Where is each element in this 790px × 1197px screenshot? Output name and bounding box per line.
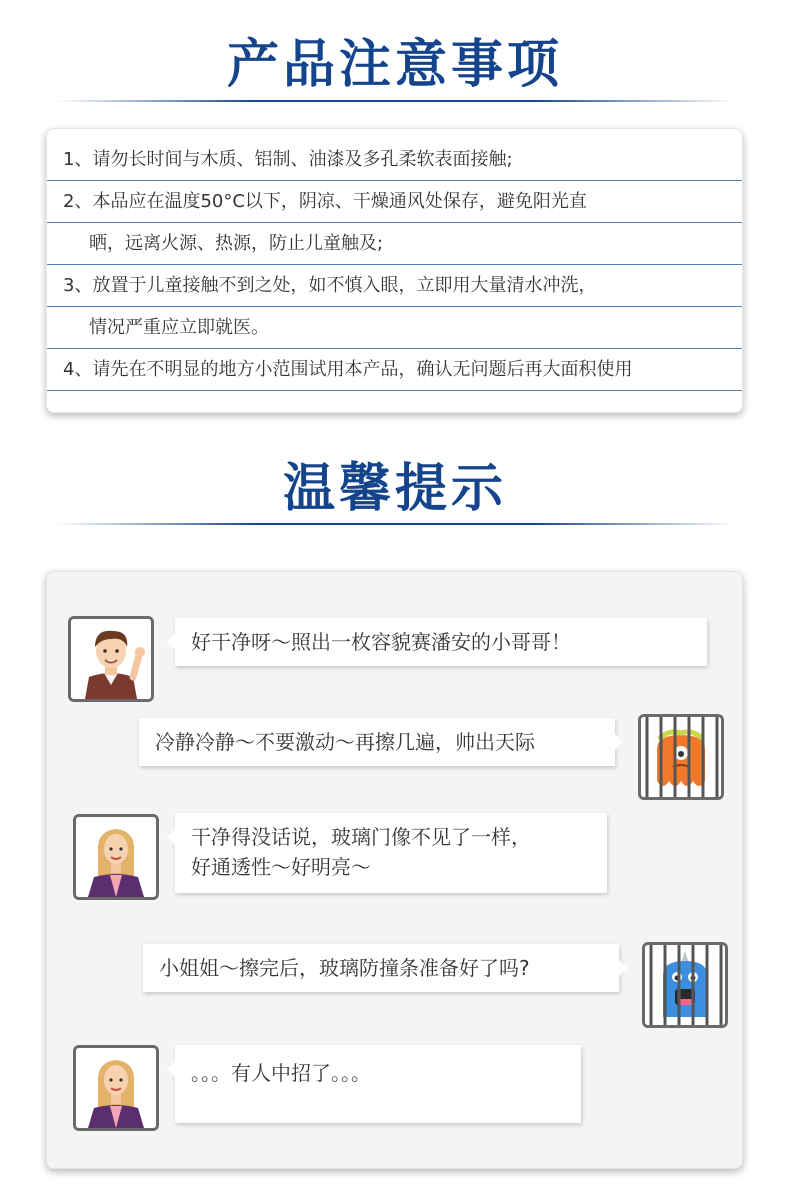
chat-text: 小姐姐～擦完后，玻璃防撞条准备好了吗? bbox=[159, 956, 530, 980]
orange-monster-in-cage-icon bbox=[638, 714, 724, 800]
chat-text: 好通透性～好明亮～ bbox=[191, 855, 371, 879]
notice-line: 1、请勿长时间与木质、铝制、油漆及多孔柔软表面接触; bbox=[63, 149, 513, 170]
chat-text: 。。。有人中招了。。。 bbox=[191, 1061, 371, 1085]
notice-title: 产品注意事项 bbox=[226, 35, 563, 95]
notice-row bbox=[47, 307, 742, 349]
tips-title: 温馨提示 bbox=[282, 459, 507, 519]
notice-line: 4、请先在不明显的地方小范围试用本产品，确认无问题后再大面积使用 bbox=[63, 359, 633, 380]
chat-bubble bbox=[175, 813, 607, 893]
chat-bubble bbox=[175, 618, 707, 666]
tips-title-divider bbox=[55, 523, 735, 525]
chat-text: 干净得没话说，玻璃门像不见了一样， bbox=[191, 825, 531, 849]
notice-row bbox=[47, 223, 742, 265]
woman-icon bbox=[73, 814, 159, 900]
chat-text: 好干净呀～照出一枚容貌赛潘安的小哥哥！ bbox=[191, 630, 571, 654]
tips-box bbox=[46, 571, 743, 1169]
notice-row bbox=[47, 139, 742, 181]
notice-row bbox=[47, 181, 742, 223]
chat-bubble bbox=[139, 718, 615, 766]
blue-monster-in-cage-icon bbox=[642, 942, 728, 1028]
notice-line: 2、本品应在温度50°C以下，阴凉、干燥通风处保存，避免阳光直 bbox=[63, 191, 587, 212]
notice-title-divider bbox=[55, 100, 735, 102]
notice-row bbox=[47, 349, 742, 391]
chat-bubble bbox=[143, 944, 619, 992]
notice-line: 3、放置于儿童接触不到之处，如不慎入眼，立即用大量清水冲洗， bbox=[63, 275, 597, 296]
chat-bubble bbox=[175, 1045, 581, 1123]
notice-row bbox=[47, 265, 742, 307]
man-waving-icon bbox=[68, 616, 154, 702]
notice-line: 情况严重应立即就医。 bbox=[89, 317, 269, 338]
notice-line: 晒，远离火源、热源，防止儿童触及; bbox=[89, 233, 384, 254]
woman-icon bbox=[73, 1045, 159, 1131]
notice-box bbox=[46, 128, 743, 413]
chat-text: 冷静冷静～不要激动～再擦几遍，帅出天际 bbox=[155, 730, 535, 754]
